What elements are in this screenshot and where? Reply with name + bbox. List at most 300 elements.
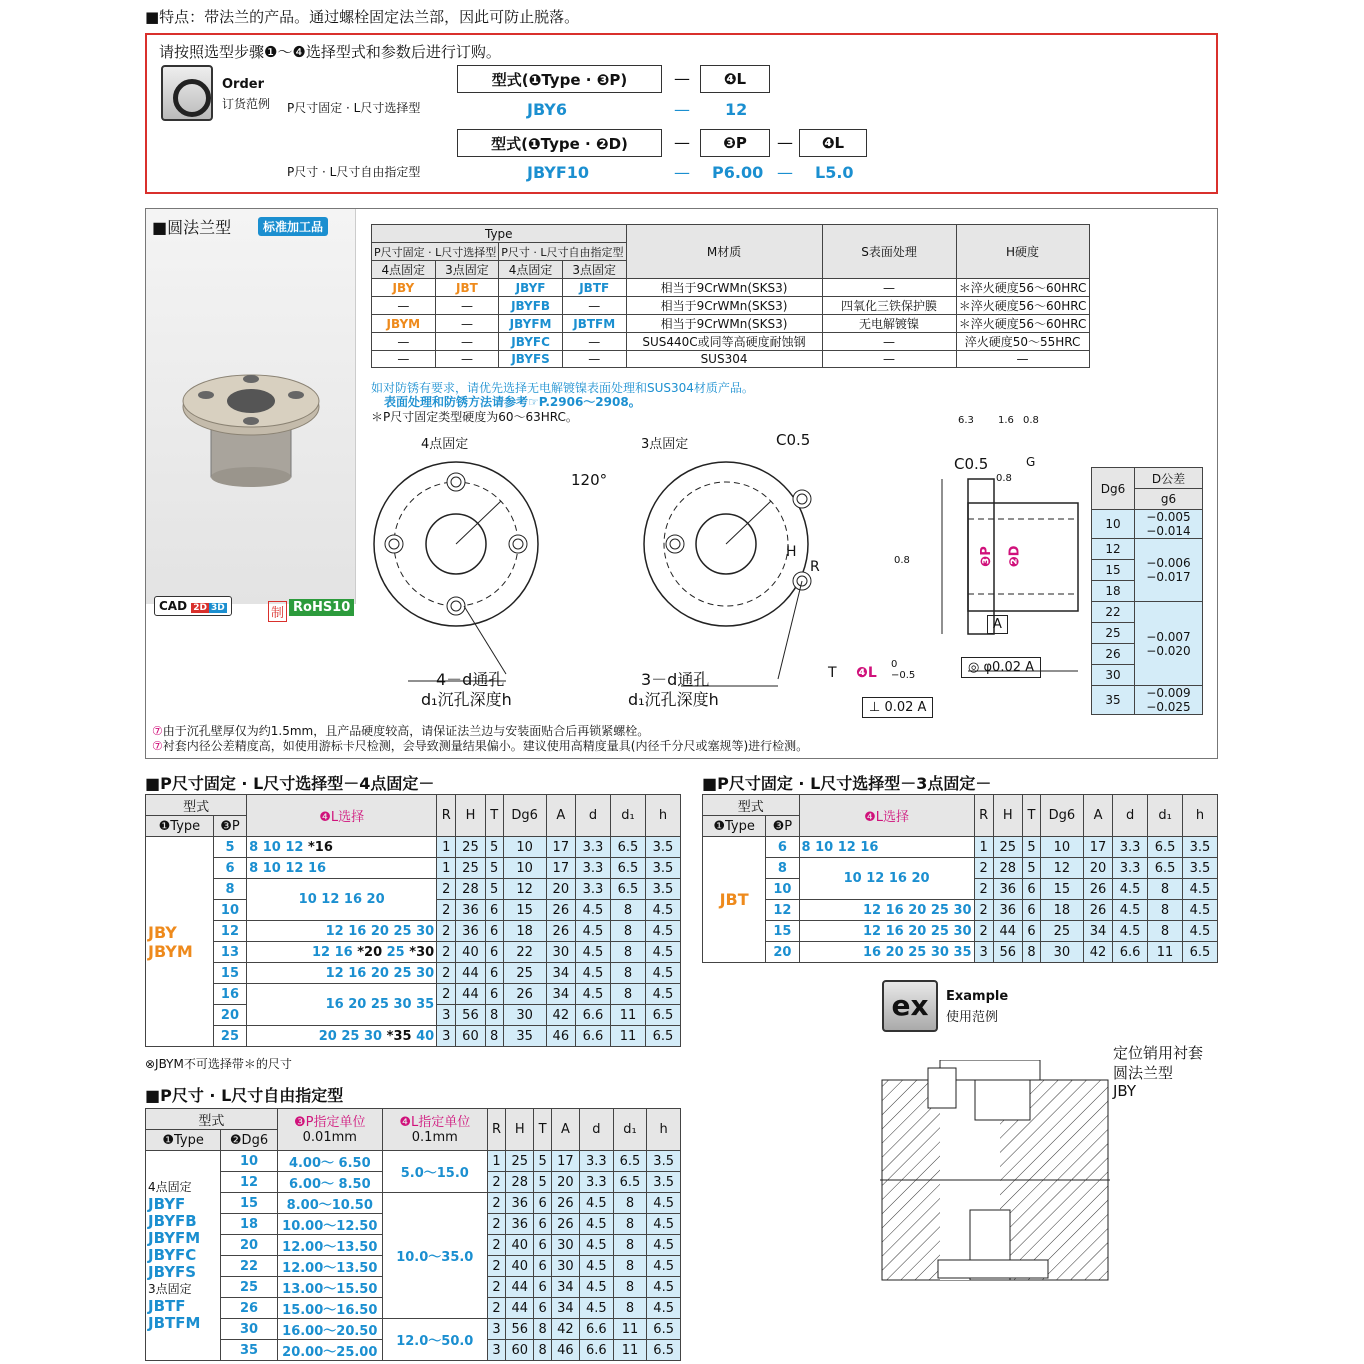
table4-title: ■P尺寸固定 · L尺寸选择型－4点固定－: [145, 774, 435, 793]
roughness-63: 6.3: [958, 415, 974, 426]
col-l-step: 0.1mm: [411, 1129, 458, 1145]
l-option: 10: [843, 871, 867, 886]
dim-value: 40: [456, 942, 485, 963]
dim-value: 26: [546, 921, 575, 942]
example-label3: JBY: [1113, 1082, 1137, 1100]
dim-value: 4.5: [1113, 900, 1148, 921]
col-hh: h: [1183, 795, 1218, 837]
dim-value: 36: [506, 1193, 534, 1214]
type-cell: —: [372, 351, 436, 368]
dim-value: 10: [503, 837, 546, 858]
order-row1-label: P尺寸固定 · L尺寸选择型: [287, 101, 421, 115]
dim-value: 3: [487, 1319, 505, 1340]
l-option: 35: [416, 997, 435, 1012]
tol-size: 15: [1092, 560, 1135, 581]
p-range: 20.00～25.00: [277, 1340, 382, 1361]
dim-value: 26: [546, 900, 575, 921]
dim-value: 6.5: [1148, 858, 1183, 879]
dim-value: 3.5: [645, 858, 680, 879]
order-row1-value-l: 12: [725, 100, 748, 119]
dim-value: 5: [1022, 858, 1040, 879]
l-option: 8: [249, 860, 263, 876]
dim-value: 3.5: [645, 879, 680, 900]
tol-row: [1092, 686, 1203, 715]
l-options: [247, 858, 437, 879]
dim-value: 10: [1040, 837, 1083, 858]
l-option: 20: [908, 902, 931, 918]
col-p-step: 0.01mm: [302, 1129, 357, 1145]
dim-value: 6.5: [610, 879, 645, 900]
col-h: H: [993, 795, 1022, 837]
note-text: 衬套内径公差精度高，如使用游标卡尺检测，会导致测量结果偏小。建议使用高精度量具(内径千分尺或塞规等)进行检测。: [162, 739, 809, 753]
table-row: [146, 879, 681, 900]
dim-value: 4.5: [580, 1214, 614, 1235]
type-code: JBYFS: [148, 1263, 197, 1281]
type-3pt-label: 3点固定: [148, 1282, 192, 1296]
table-free-title: ■P尺寸 · L尺寸自由指定型: [145, 1086, 344, 1105]
table-row: [146, 984, 681, 1005]
dim-value: 26: [1083, 900, 1112, 921]
order-dash: —: [674, 69, 690, 88]
p-free-header: P尺寸 · L尺寸自由指定型: [499, 243, 626, 261]
dim-value: 8: [613, 1256, 647, 1277]
dim-value: 22: [503, 942, 546, 963]
l-option: 10: [298, 892, 322, 907]
table-4point: [145, 794, 681, 1047]
col-d: d: [580, 1109, 614, 1151]
type-cell: —: [822, 351, 956, 368]
note-text: 由于沉孔壁厚仅为约1.5mm，且产品硬度较高，请保证法兰边与安装面贴合后再锁紧螺栓。: [162, 724, 650, 738]
hardness-header: H硬度: [956, 225, 1089, 279]
t-dim: T: [828, 665, 837, 681]
dim-value: 3.3: [580, 1151, 614, 1172]
dim-value: 6: [485, 900, 503, 921]
dim-value: 8: [534, 1340, 551, 1361]
dim-value: 44: [456, 984, 485, 1005]
table-row: [146, 921, 681, 942]
l-option: *35: [386, 1028, 417, 1044]
type-cell: —: [822, 333, 956, 351]
type-cell: JBT: [435, 279, 499, 297]
l-option: 30: [953, 902, 972, 918]
type-cell: —: [822, 279, 956, 297]
col-a: A: [546, 795, 575, 837]
dim-value: 11: [613, 1340, 647, 1361]
dim-value: 2: [487, 1214, 505, 1235]
dim-value: 6.6: [1113, 942, 1148, 963]
type-code: JBTF: [148, 1297, 186, 1315]
l-range: 10.0～35.0: [382, 1193, 487, 1319]
tol-row: [1092, 602, 1203, 623]
table-row: [703, 921, 1218, 942]
dim-value: 25: [456, 837, 485, 858]
dim-value: 34: [551, 1298, 579, 1319]
l-option: 10: [262, 839, 286, 855]
p-value: 15: [213, 963, 246, 984]
dim-value: 1: [974, 837, 993, 858]
dim-value: 3.3: [1113, 837, 1148, 858]
p-range: 15.00～16.50: [277, 1298, 382, 1319]
dim-value: 30: [551, 1256, 579, 1277]
dim-value: 4.5: [580, 1298, 614, 1319]
dim-value: 8: [610, 963, 645, 984]
order-dash: —: [777, 163, 793, 182]
l-option: 8: [249, 839, 263, 855]
type-cell: —: [435, 315, 499, 333]
l-option: *30: [409, 944, 435, 960]
type-code: JBYF: [148, 1195, 186, 1213]
table-row: [146, 963, 681, 984]
tol-size: 22: [1092, 602, 1135, 623]
dim-value: 3: [437, 1026, 456, 1047]
order-row1-value-type: JBY6: [527, 100, 567, 119]
dim-value: 56: [456, 1005, 485, 1026]
l-options: [247, 942, 437, 963]
d-value: 10: [221, 1151, 278, 1172]
l-option: 20: [908, 923, 931, 939]
dim-value: 26: [551, 1214, 579, 1235]
type-cell: 无电解镀镍: [822, 315, 956, 333]
type-cell: —: [435, 351, 499, 368]
p-range: 13.00～15.50: [277, 1277, 382, 1298]
dim-value: 25: [993, 837, 1022, 858]
l-options: [247, 984, 437, 1026]
hardness-note: ＊P尺寸固定类型硬度为60～63HRC。: [371, 410, 578, 424]
type-4pt-label: 4点固定: [148, 1180, 192, 1194]
l-option: 20: [885, 944, 909, 960]
l-option: 16: [862, 944, 886, 960]
dim-value: 2: [487, 1193, 505, 1214]
type-row: [372, 297, 1090, 315]
dim-value: 36: [506, 1214, 534, 1235]
type-cell: —: [372, 333, 436, 351]
dim-value: 26: [1083, 879, 1112, 900]
d-value: 18: [221, 1214, 278, 1235]
dim-value: 30: [503, 1005, 546, 1026]
order-example-box: [145, 33, 1218, 194]
type-cell: [146, 837, 214, 1047]
chamfer-label: C0.5: [954, 455, 989, 473]
p-value: 10: [213, 900, 246, 921]
dim-value: 6: [1022, 879, 1040, 900]
col-d1: d₁: [1148, 795, 1183, 837]
dim-value: 4.5: [645, 921, 680, 942]
tol-value: [1135, 686, 1203, 715]
dim-value: 4.5: [645, 900, 680, 921]
dim-value: 2: [487, 1277, 505, 1298]
l-option: 25: [908, 944, 931, 960]
dim-value: 6.6: [576, 1026, 611, 1047]
dim-value: 6: [485, 963, 503, 984]
col-l: ❹L选择: [799, 795, 974, 837]
order-row2-box-p: ❸P: [700, 129, 770, 157]
datum-a: A: [987, 615, 1008, 634]
roughness-08b: 0.8: [996, 473, 1012, 484]
4-point-view: [374, 462, 538, 681]
3pt-label: 3点固定: [641, 437, 689, 452]
dim-value: 46: [546, 1026, 575, 1047]
type-cell: —: [372, 297, 436, 315]
l-option: 20: [366, 892, 385, 907]
table-row: [146, 942, 681, 963]
dim-value: 28: [456, 879, 485, 900]
dim-value: 2: [437, 963, 456, 984]
dim-value: 4.5: [576, 921, 611, 942]
l-option: 16: [888, 871, 912, 886]
dim-value: 5: [485, 837, 503, 858]
dim-value: 6: [534, 1214, 551, 1235]
order-label-en: Order: [222, 77, 264, 92]
p-value: 13: [213, 942, 246, 963]
3pt-hole-label: 3－d通孔: [641, 670, 710, 689]
dim-value: 6.5: [610, 837, 645, 858]
order-row1-box-l: ❹L: [700, 65, 770, 93]
l-range: 5.0～15.0: [382, 1151, 487, 1193]
dim-value: 8: [613, 1235, 647, 1256]
dim-value: 44: [506, 1277, 534, 1298]
type-cell: —: [562, 297, 626, 315]
dim-value: 6: [485, 942, 503, 963]
dim-value: 4.5: [1113, 921, 1148, 942]
example-icon: ex: [882, 980, 938, 1032]
p-range: 10.00～12.50: [277, 1214, 382, 1235]
type-cell: ＊淬火硬度56～60HRC: [956, 315, 1089, 333]
dim-value: 6.5: [647, 1319, 681, 1340]
tol-size: 10: [1092, 510, 1135, 539]
l-option: 12: [862, 902, 886, 918]
dim-value: 44: [456, 963, 485, 984]
dim-value: 6.5: [1183, 942, 1218, 963]
example-label2: 圆法兰型: [1113, 1064, 1174, 1082]
dim-value: 6: [534, 1193, 551, 1214]
h-dim: H: [786, 544, 797, 560]
3pt-header: 3点固定: [562, 261, 626, 279]
dim-value: 6: [1022, 921, 1040, 942]
dim-value: 40: [506, 1256, 534, 1277]
col-t: T: [485, 795, 503, 837]
l-option: 16: [348, 965, 371, 981]
col-r: R: [437, 795, 456, 837]
dim-value: 25: [1040, 921, 1083, 942]
p-value: 5: [213, 837, 246, 858]
tol-size: 18: [1092, 581, 1135, 602]
tol-value: [1135, 539, 1203, 602]
l-option: 20: [370, 965, 394, 981]
col-r: R: [487, 1109, 505, 1151]
l-range: 12.0～50.0: [382, 1319, 487, 1361]
standard-badge: 标准加工品: [258, 217, 328, 236]
d-value: 30: [221, 1319, 278, 1340]
col-d: d: [1113, 795, 1148, 837]
d-dim: ❷D: [1007, 545, 1023, 568]
p-range: 8.00～10.50: [277, 1193, 382, 1214]
d-value: 20: [221, 1235, 278, 1256]
dim-value: 6.5: [647, 1340, 681, 1361]
tol-lower: −0.020: [1146, 643, 1191, 658]
dim-value: 1: [487, 1151, 505, 1172]
p-value: 10: [766, 879, 799, 900]
l-option: 20: [348, 997, 371, 1012]
p-dim: ❸P: [978, 546, 994, 567]
dim-value: 4.5: [645, 942, 680, 963]
dim-value: 20: [546, 879, 575, 900]
dim-value: 3.5: [647, 1151, 681, 1172]
l-options: [799, 921, 974, 942]
order-dash: —: [674, 133, 690, 152]
dim-value: 28: [993, 858, 1022, 879]
type-header: Type: [372, 225, 627, 243]
col-type1: ❶Type: [146, 1130, 221, 1151]
l-option: 30: [416, 923, 435, 939]
dim-value: 8: [610, 900, 645, 921]
l-option: 12: [321, 892, 344, 907]
d-tol-header: D公差: [1135, 468, 1203, 489]
d-value: 15: [221, 1193, 278, 1214]
phone-icon: [161, 65, 213, 121]
4pt-header: 4点固定: [499, 261, 563, 279]
p-value: 25: [213, 1026, 246, 1047]
l-option: 30: [416, 965, 435, 981]
dim-value: 20: [1083, 858, 1112, 879]
dim-value: 2: [437, 942, 456, 963]
col-p-unit: ❸P指定单位: [294, 1114, 366, 1130]
dim-value: 3: [974, 942, 993, 963]
dim-value: 4.5: [1183, 900, 1218, 921]
surface-header: S表面处理: [822, 225, 956, 279]
dim-value: 4.5: [576, 963, 611, 984]
dim-value: 26: [503, 984, 546, 1005]
l-options: [247, 879, 437, 921]
dim-value: 34: [551, 1277, 579, 1298]
dim-value: 8: [613, 1298, 647, 1319]
col-h: H: [456, 795, 485, 837]
col-p: ❸P: [766, 816, 799, 837]
dim-value: 11: [610, 1005, 645, 1026]
dim-value: 6.5: [613, 1151, 647, 1172]
mfg-icon: 制: [268, 601, 287, 622]
type-cell: 相当于9CrWMn(SKS3): [626, 297, 822, 315]
table-3point: [702, 794, 1218, 963]
col-type1: ❶Type: [703, 816, 766, 837]
type-cell: 相当于9CrWMn(SKS3): [626, 279, 822, 297]
dim-value: 3.5: [1183, 858, 1218, 879]
tol-size: 30: [1092, 665, 1135, 686]
l-option: 25: [386, 944, 410, 960]
p-value: 8: [213, 879, 246, 900]
dim-value: 28: [506, 1172, 534, 1193]
dim-value: 3.3: [576, 879, 611, 900]
dim-value: 6.6: [580, 1319, 614, 1340]
order-row2-box-type: 型式(❶Type · ❷D): [457, 129, 662, 157]
dim-value: 17: [551, 1151, 579, 1172]
dim-value: 4.5: [647, 1193, 681, 1214]
type-cell: JBYFM: [499, 315, 563, 333]
col-d: ❷Dg6: [221, 1130, 278, 1151]
dim-value: 3: [487, 1340, 505, 1361]
dim-value: 17: [546, 858, 575, 879]
dim-value: 4.5: [1113, 879, 1148, 900]
l-option: 25: [930, 923, 954, 939]
type-cell: 四氧化三铁保护膜: [822, 297, 956, 315]
dim-value: 25: [456, 858, 485, 879]
l-option: 16: [343, 892, 367, 907]
example-drawing: [880, 1060, 1110, 1300]
dim-value: 4.5: [647, 1256, 681, 1277]
dim-value: 6.5: [1148, 837, 1183, 858]
dim-value: 2: [437, 879, 456, 900]
dim-value: 56: [506, 1319, 534, 1340]
dim-value: 42: [551, 1319, 579, 1340]
angle-label: 120°: [571, 471, 608, 489]
l-options: [247, 963, 437, 984]
dim-value: 6: [485, 921, 503, 942]
product-title: ■圆法兰型: [152, 218, 232, 237]
p-range: 16.00～20.50: [277, 1319, 382, 1340]
l-tolerance: 0 −0.5: [891, 659, 916, 681]
dim-value: 6.5: [610, 858, 645, 879]
l-option: 35: [953, 944, 972, 960]
p-range: 12.00～13.50: [277, 1256, 382, 1277]
dim-value: 3.5: [645, 837, 680, 858]
dim-value: 36: [993, 900, 1022, 921]
p-value: 12: [213, 921, 246, 942]
dim-value: 3.5: [647, 1172, 681, 1193]
dim-value: 18: [503, 921, 546, 942]
g-mark: G: [1026, 455, 1036, 469]
type-jby: JBY: [148, 922, 177, 942]
l-option: 25: [393, 923, 417, 939]
l-dim: ❹L: [856, 665, 877, 681]
p-value: 6: [213, 858, 246, 879]
type-cell: JBTFM: [562, 315, 626, 333]
dim-value: 2: [437, 900, 456, 921]
tol-value: [1135, 602, 1203, 686]
l-option: *16: [307, 839, 333, 855]
l-option: 10: [262, 860, 286, 876]
dim-value: 5: [485, 858, 503, 879]
l-option: 25: [370, 997, 394, 1012]
4pt-hole-label: 4－d通孔: [436, 670, 505, 689]
order-row2-label: P尺寸 · L尺寸自由指定型: [287, 165, 421, 179]
type-jbt: JBT: [703, 837, 766, 963]
tol-upper: −0.007: [1146, 629, 1191, 644]
dim-value: 2: [437, 984, 456, 1005]
l-option: 12: [311, 944, 335, 960]
dim-value: 5: [485, 879, 503, 900]
dim-value: 5: [534, 1151, 551, 1172]
col-type: 型式: [146, 795, 247, 816]
col-t: T: [1022, 795, 1040, 837]
cad-badge[interactable]: [154, 596, 232, 616]
dim-value: 6: [534, 1298, 551, 1319]
dim-value: 60: [456, 1026, 485, 1047]
note-measurement: ⑦衬套内径公差精度高，如使用游标卡尺检测，会导致测量结果偏小。建议使用高精度量具(内径千分尺或塞规等)进行检测。: [152, 739, 809, 753]
dim-value: 42: [546, 1005, 575, 1026]
tol-size: 35: [1092, 686, 1135, 715]
dim-value: 8: [1148, 921, 1183, 942]
dim-value: 6: [1022, 900, 1040, 921]
l-option: 40: [416, 1028, 435, 1044]
tol-value: [1135, 510, 1203, 539]
l-options: [247, 921, 437, 942]
dim-value: 8: [610, 942, 645, 963]
type-code: JBTFM: [148, 1314, 201, 1332]
order-dash: —: [674, 163, 690, 182]
roughness-08: 0.8: [1023, 415, 1039, 426]
dim-value: 25: [506, 1151, 534, 1172]
order-row2-value-p: P6.00: [712, 163, 764, 182]
l-option: *20: [357, 944, 387, 960]
